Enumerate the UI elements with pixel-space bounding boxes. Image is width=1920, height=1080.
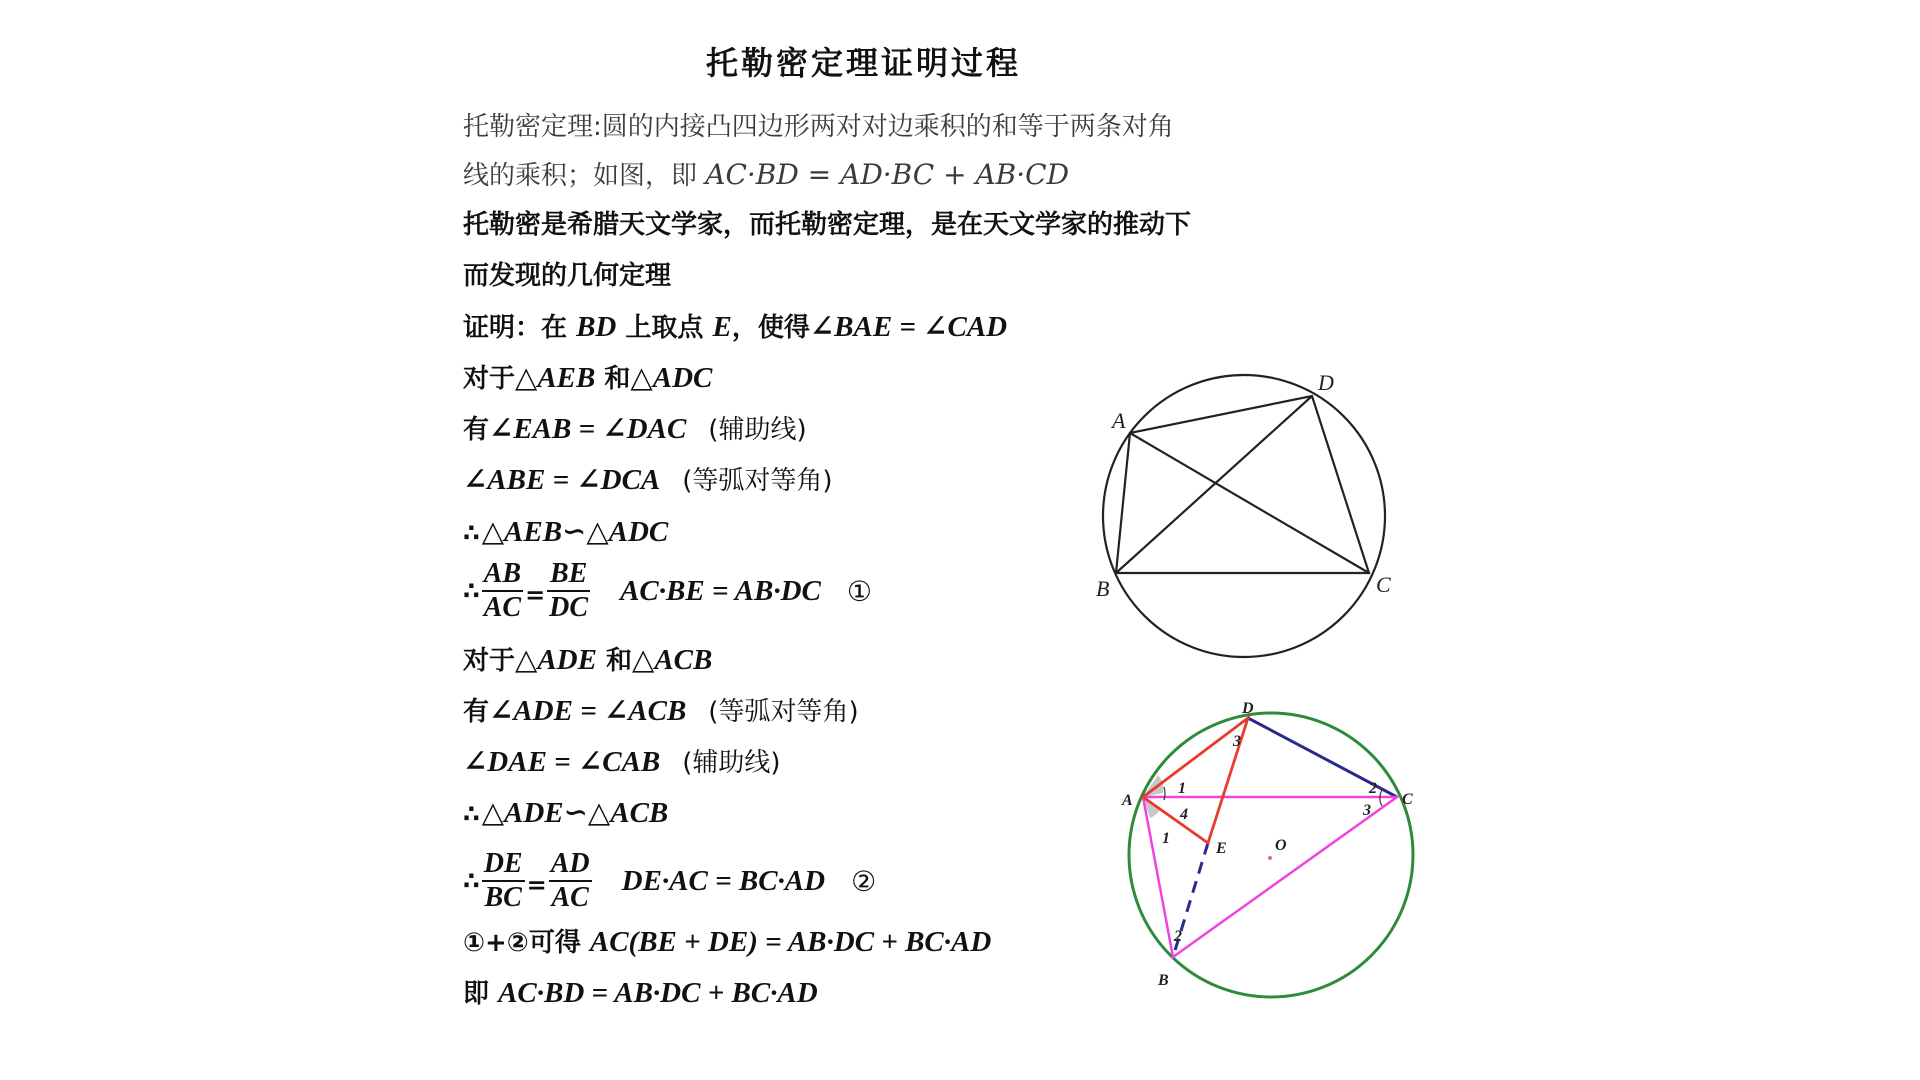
figure-2-construction [1129, 713, 1413, 997]
step-10-math: △ADE∽△ACB [481, 797, 669, 829]
therefore-symbol: ∴ [463, 577, 480, 605]
angle-label-3-c: 3 [1363, 802, 1371, 819]
denominator: BC [484, 882, 522, 913]
figure-2-labels [1121, 700, 1413, 989]
triangle-aeb: △AEB [515, 362, 596, 394]
step-3-note: (辅助线) [708, 415, 807, 445]
intro-line-3: 托勒密是希腊天文学家，而托勒密定理，是在天文学家的推动下 [463, 210, 1192, 240]
angle-label-2-b: 2 [1174, 928, 1182, 945]
step-3-math: ∠EAB = ∠DAC [489, 413, 687, 445]
denominator: AC [483, 592, 522, 623]
intro-line-4: 而发现的几何定理 [463, 261, 672, 291]
step-2-prefix: 对于 [463, 364, 516, 394]
step-1-math: ∠BAE = ∠CAD [809, 311, 1008, 343]
label-d: D [1242, 700, 1254, 717]
point-e: E [712, 311, 732, 343]
figure-1-cyclic-quadrilateral [1103, 375, 1385, 657]
page-title: 托勒密定理证明过程 [706, 44, 1022, 82]
numerator: AB [483, 558, 522, 589]
step-8-math: ∠ADE = ∠ACB [489, 695, 687, 727]
label-a: A [1122, 792, 1133, 809]
diagonal-ac [1130, 433, 1369, 573]
angle-label-4: 4 [1180, 806, 1188, 823]
step-8-prefix: 有 [463, 697, 490, 727]
equation-mark-2: ② [851, 864, 877, 898]
step-7-prefix: 对于 [463, 646, 516, 676]
step-3-prefix: 有 [463, 415, 490, 445]
step-13-prefix: 即 [463, 979, 499, 1009]
intro-line-1: 托勒密定理:圆的内接凸四边形两对对边乘积的和等于两条对角 [463, 112, 1174, 142]
therefore-symbol: ∴ [463, 519, 480, 547]
step-9-note: (辅助线) [682, 748, 781, 778]
equation-1: AC·BE = AB·DC [620, 574, 821, 607]
denominator: AC [551, 882, 589, 913]
intro-line-2-text: 线的乘积；如图，即 [463, 161, 706, 191]
label-a: A [1112, 408, 1126, 433]
step-4-math: ∠ABE = ∠DCA [463, 464, 661, 496]
angle-arc-a [1164, 787, 1165, 800]
therefore-symbol: ∴ [463, 800, 480, 828]
triangle-acb: △ACB [632, 644, 713, 676]
figure-1-labels [1096, 370, 1391, 601]
label-c: C [1376, 572, 1391, 597]
triangle-ade: △ADE [515, 644, 597, 676]
angle-label-1-top: 1 [1178, 780, 1186, 797]
step-8-note: (等弧对等角) [708, 697, 859, 727]
label-d: D [1318, 370, 1334, 395]
label-c: C [1402, 791, 1413, 808]
triangle-adc: △ADC [630, 362, 713, 394]
label-b: B [1096, 576, 1110, 601]
equation-2: DE·AC = BC·AD [621, 864, 826, 897]
step-1-mid2: ，使得 [731, 313, 810, 343]
step-4-note: (等弧对等角) [682, 466, 833, 496]
step-2-and: 和 [595, 364, 631, 394]
numerator: AD [550, 848, 590, 879]
diagonal-bd [1116, 396, 1312, 573]
label-e: E [1216, 840, 1227, 857]
circumcircle [1103, 375, 1385, 657]
numerator: BE [549, 558, 588, 589]
segment-bd: BD [576, 311, 617, 343]
ptolemy-formula: AC·BD = AD·BC + AB·CD [705, 158, 1070, 191]
step-7-and: 和 [596, 646, 633, 676]
angle-label-2-c: 2 [1369, 780, 1377, 797]
center-point-o [1268, 856, 1272, 860]
step-9-math: ∠DAE = ∠CAB [463, 746, 661, 778]
denominator: DC [549, 592, 589, 623]
label-b: B [1158, 972, 1169, 989]
step-1-prefix: 证明：在 [463, 313, 577, 343]
numerator: DE [483, 848, 523, 879]
label-o: O [1275, 837, 1287, 854]
equals-sign: = [525, 581, 546, 609]
step-12-prefix: ①+②可得 [463, 928, 590, 958]
equation-mark-1: ① [846, 574, 872, 608]
angle-label-3-d: 3 [1233, 733, 1241, 750]
step-12-math: AC(BE + DE) = AB·DC + BC·AD [589, 926, 992, 958]
therefore-symbol: ∴ [463, 867, 480, 895]
conclusion-math: AC·BD = AB·DC + BC·AD [498, 977, 818, 1009]
equals-sign: = [526, 871, 547, 899]
angle-label-1-bottom: 1 [1162, 830, 1170, 847]
step-5-math: △AEB∽△ADC [481, 516, 669, 548]
quadrilateral-abcd [1116, 396, 1369, 573]
step-1-mid: 上取点 [616, 313, 713, 343]
